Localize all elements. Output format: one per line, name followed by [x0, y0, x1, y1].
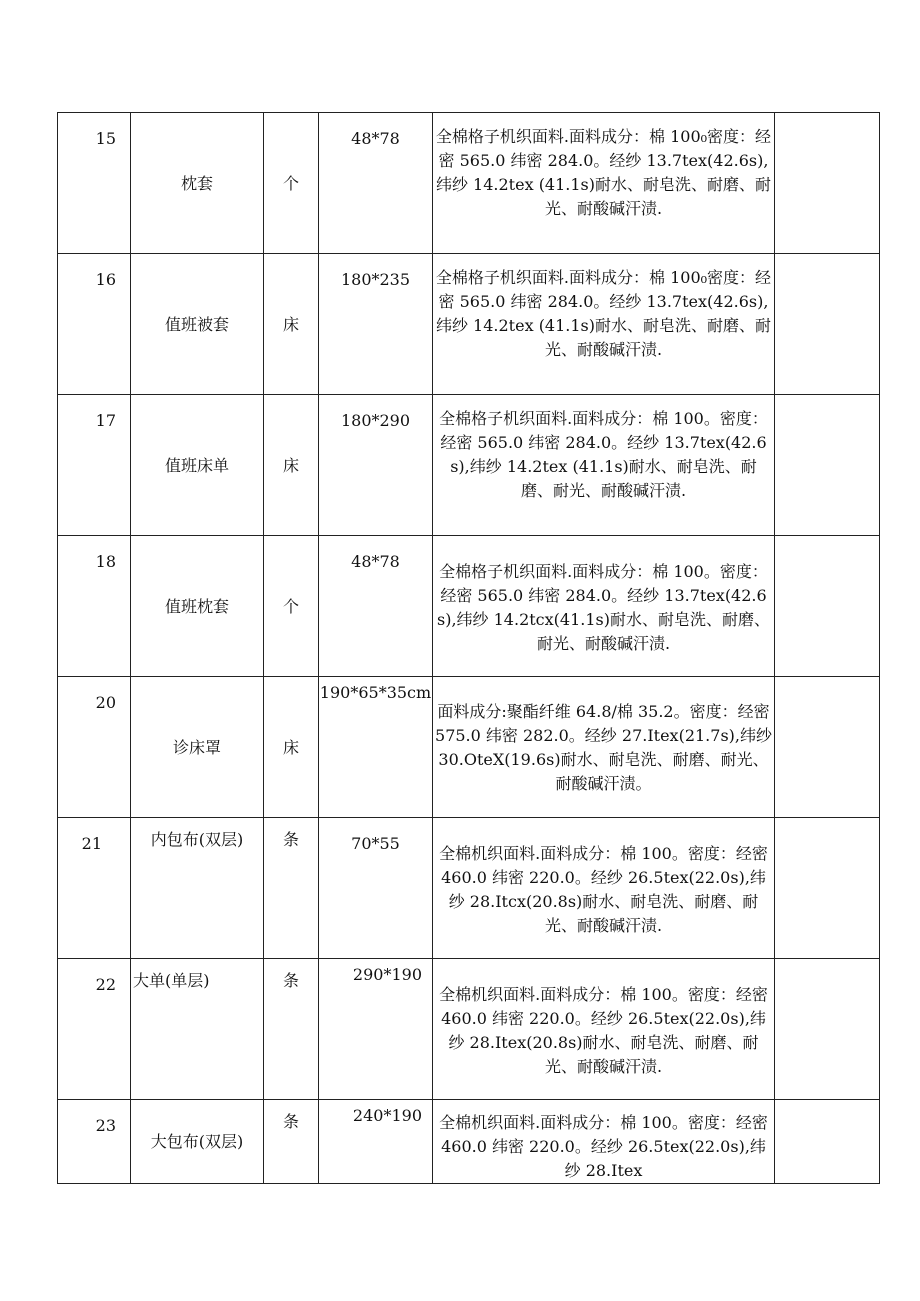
item-size: 48*78: [351, 129, 400, 148]
item-size: 48*78: [351, 552, 400, 571]
item-description: 全棉格子机织面料.面料成分：棉 100₀密度：经密 565.0 纬密 284.0。经纱 13.7tex(42.6s),纬纱 14.2tex (41.1s)耐水、耐皂洗、耐磨、耐光、耐酸碱汗渍.: [435, 268, 772, 359]
item-description: 全棉机织面料.面料成分：棉 100。密度：经密 460.0 纬密 220.0。经纱 26.5tex(22.0s),纬纱 28.Itcx(20.8s)耐水、耐皂洗、耐磨、耐光、耐酸碱汗渍.: [439, 844, 768, 935]
item-name: 值班枕套: [164, 597, 229, 616]
item-number: 17: [95, 411, 116, 430]
item-number: 21: [81, 834, 102, 853]
item-number: 22: [95, 975, 116, 994]
item-name: 大包布(双层): [150, 1132, 244, 1151]
table-row: [58, 818, 880, 959]
item-size: 70*55: [351, 834, 400, 853]
item-size: 290*190: [352, 965, 422, 984]
item-description: 全棉机织面料.面料成分：棉 100。密度：经密 460.0 纬密 220.0。经纱 26.5tex(22.0s),纬纱 28.Itex: [439, 1113, 768, 1180]
remarks-cell: [775, 677, 880, 818]
spec-table: [57, 112, 880, 1184]
item-size: 190*65*35cm: [319, 683, 432, 702]
item-size: 240*190: [352, 1106, 422, 1125]
item-number: 20: [95, 693, 116, 712]
table-row: [58, 959, 880, 1100]
item-unit: 条: [282, 1112, 299, 1131]
item-name: 值班被套: [164, 315, 229, 334]
table-row: [58, 113, 880, 254]
item-unit: 床: [282, 456, 299, 475]
remarks-cell: [775, 254, 880, 395]
table-row: [58, 1100, 880, 1184]
item-number: 16: [95, 270, 116, 289]
item-unit: 条: [282, 830, 299, 849]
item-description: 全棉格子机织面料.面料成分：棉 100₀密度：经密 565.0 纬密 284.0。经纱 13.7tex(42.6s),纬纱 14.2tex (41.1s)耐水、耐皂洗、耐磨、耐光、耐酸碱汗渍.: [435, 127, 772, 218]
item-unit: 条: [282, 971, 299, 990]
item-unit: 个: [282, 174, 299, 193]
item-description: 全棉格子机织面料.面料成分：棉 100。密度：经密 565.0 纬密 284.0。经纱 13.7tex(42.6s),纬纱 14.2tcx(41.1s)耐水、耐皂洗、耐磨、耐光、耐酸碱汗渍.: [437, 562, 770, 653]
remarks-cell: [775, 959, 880, 1100]
item-name: 大单(单层): [133, 971, 210, 990]
item-name: 内包布(双层): [150, 830, 244, 849]
remarks-cell: [775, 113, 880, 254]
remarks-cell: [775, 1100, 880, 1184]
item-size: 180*290: [340, 411, 411, 430]
remarks-cell: [775, 536, 880, 677]
remarks-cell: [775, 818, 880, 959]
item-description: 面料成分:聚酯纤维 64.8/棉 35.2。密度：经密 575.0 纬密 282.0。经纱 27.Itex(21.7s),纬纱 30.OteX(19.6s)耐水、耐皂洗、耐磨、耐光、耐酸碱汗渍。: [435, 702, 772, 793]
item-description: 全棉机织面料.面料成分：棉 100。密度：经密 460.0 纬密 220.0。经纱 26.5tex(22.0s),纬纱 28.Itex(20.8s)耐水、耐皂洗、耐磨、耐光、耐酸碱汗渍.: [439, 985, 768, 1076]
item-unit: 床: [282, 315, 299, 334]
item-number: 18: [95, 552, 116, 571]
table-row: [58, 254, 880, 395]
table-row: [58, 677, 880, 818]
item-name: 值班床单: [164, 456, 229, 475]
item-description: 全棉格子机织面料.面料成分：棉 100。密度：经密 565.0 纬密 284.0。经纱 13.7tex(42.6s),纬纱 14.2tex (41.1s)耐水、耐皂洗、耐磨、耐光、耐酸碱汗渍.: [439, 409, 768, 500]
item-name: 诊床罩: [172, 738, 221, 757]
table-row: [58, 395, 880, 536]
item-name: 枕套: [180, 174, 213, 193]
item-number: 23: [95, 1116, 116, 1135]
remarks-cell: [775, 395, 880, 536]
item-unit: 床: [282, 738, 299, 757]
table-row: [58, 536, 880, 677]
item-size: 180*235: [340, 270, 411, 289]
item-number: 15: [95, 129, 116, 148]
item-unit: 个: [282, 597, 299, 616]
